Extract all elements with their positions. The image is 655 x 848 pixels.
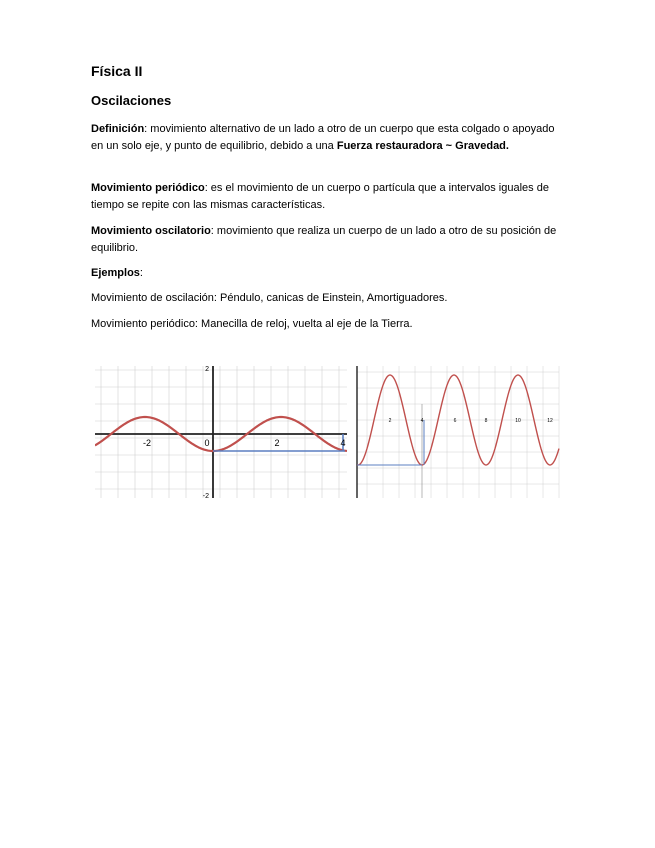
section-heading: Oscilaciones: [91, 93, 172, 108]
oscillatory-paragraph: [91, 223, 566, 256]
left-tick-x: 4: [340, 438, 346, 448]
right-tick-x: 10: [515, 418, 521, 424]
right-sine-graph: [357, 366, 559, 498]
oscillatory-term: Movimiento oscilatorio: [91, 225, 211, 237]
definition-term: Definición: [91, 123, 145, 135]
left-tick-y: -2: [202, 493, 209, 500]
right-tick-x: 8: [484, 418, 488, 424]
left-tick-x: 0: [204, 438, 210, 448]
left-tick-x: -2: [142, 438, 152, 448]
right-tick-x: 4: [420, 418, 424, 424]
definition-text: : movimiento alternativo de un lado a otro de un cuerpo que esta colgado o apoyado en un solo eje, y punto de equilibrio, debido a una: [91, 123, 555, 152]
oscillatory-text: : movimiento que realiza un cuerpo de un lado a otro de su posición de equilibrio.: [91, 225, 557, 254]
examples-colon: :: [139, 267, 143, 279]
example-oscillation: Movimiento de oscilación: Péndulo, canicas de Einstein, Amortiguadores.: [91, 292, 448, 304]
periodic-term: Movimiento periódico: [91, 182, 205, 194]
right-tick-x: 12: [547, 418, 553, 424]
examples-heading: [91, 265, 566, 282]
figures-svg: [95, 364, 563, 502]
oscillation-figures: [95, 364, 563, 507]
definition-bold-tail: Fuerza restauradora ~ Gravedad.: [336, 139, 509, 152]
left-tick-x: 2: [274, 438, 280, 448]
periodic-paragraph: [91, 180, 566, 213]
example-periodic: Movimiento periódico: Manecilla de reloj, vuelta al eje de la Tierra.: [91, 318, 413, 330]
left-grid: [95, 366, 347, 498]
right-tick-x: 6: [453, 418, 457, 424]
left-sine-graph: [95, 366, 347, 500]
page-title: Física II: [91, 63, 143, 79]
left-tick-y: 2: [205, 366, 209, 373]
definition-paragraph: [91, 121, 566, 154]
right-grid: [357, 366, 559, 498]
right-tick-x: 2: [388, 418, 392, 424]
examples-term: Ejemplos: [91, 267, 140, 279]
periodic-text: : es el movimiento de un cuerpo o partícula que a intervalos iguales de tiempo se repite con las mismas características.: [91, 182, 549, 211]
